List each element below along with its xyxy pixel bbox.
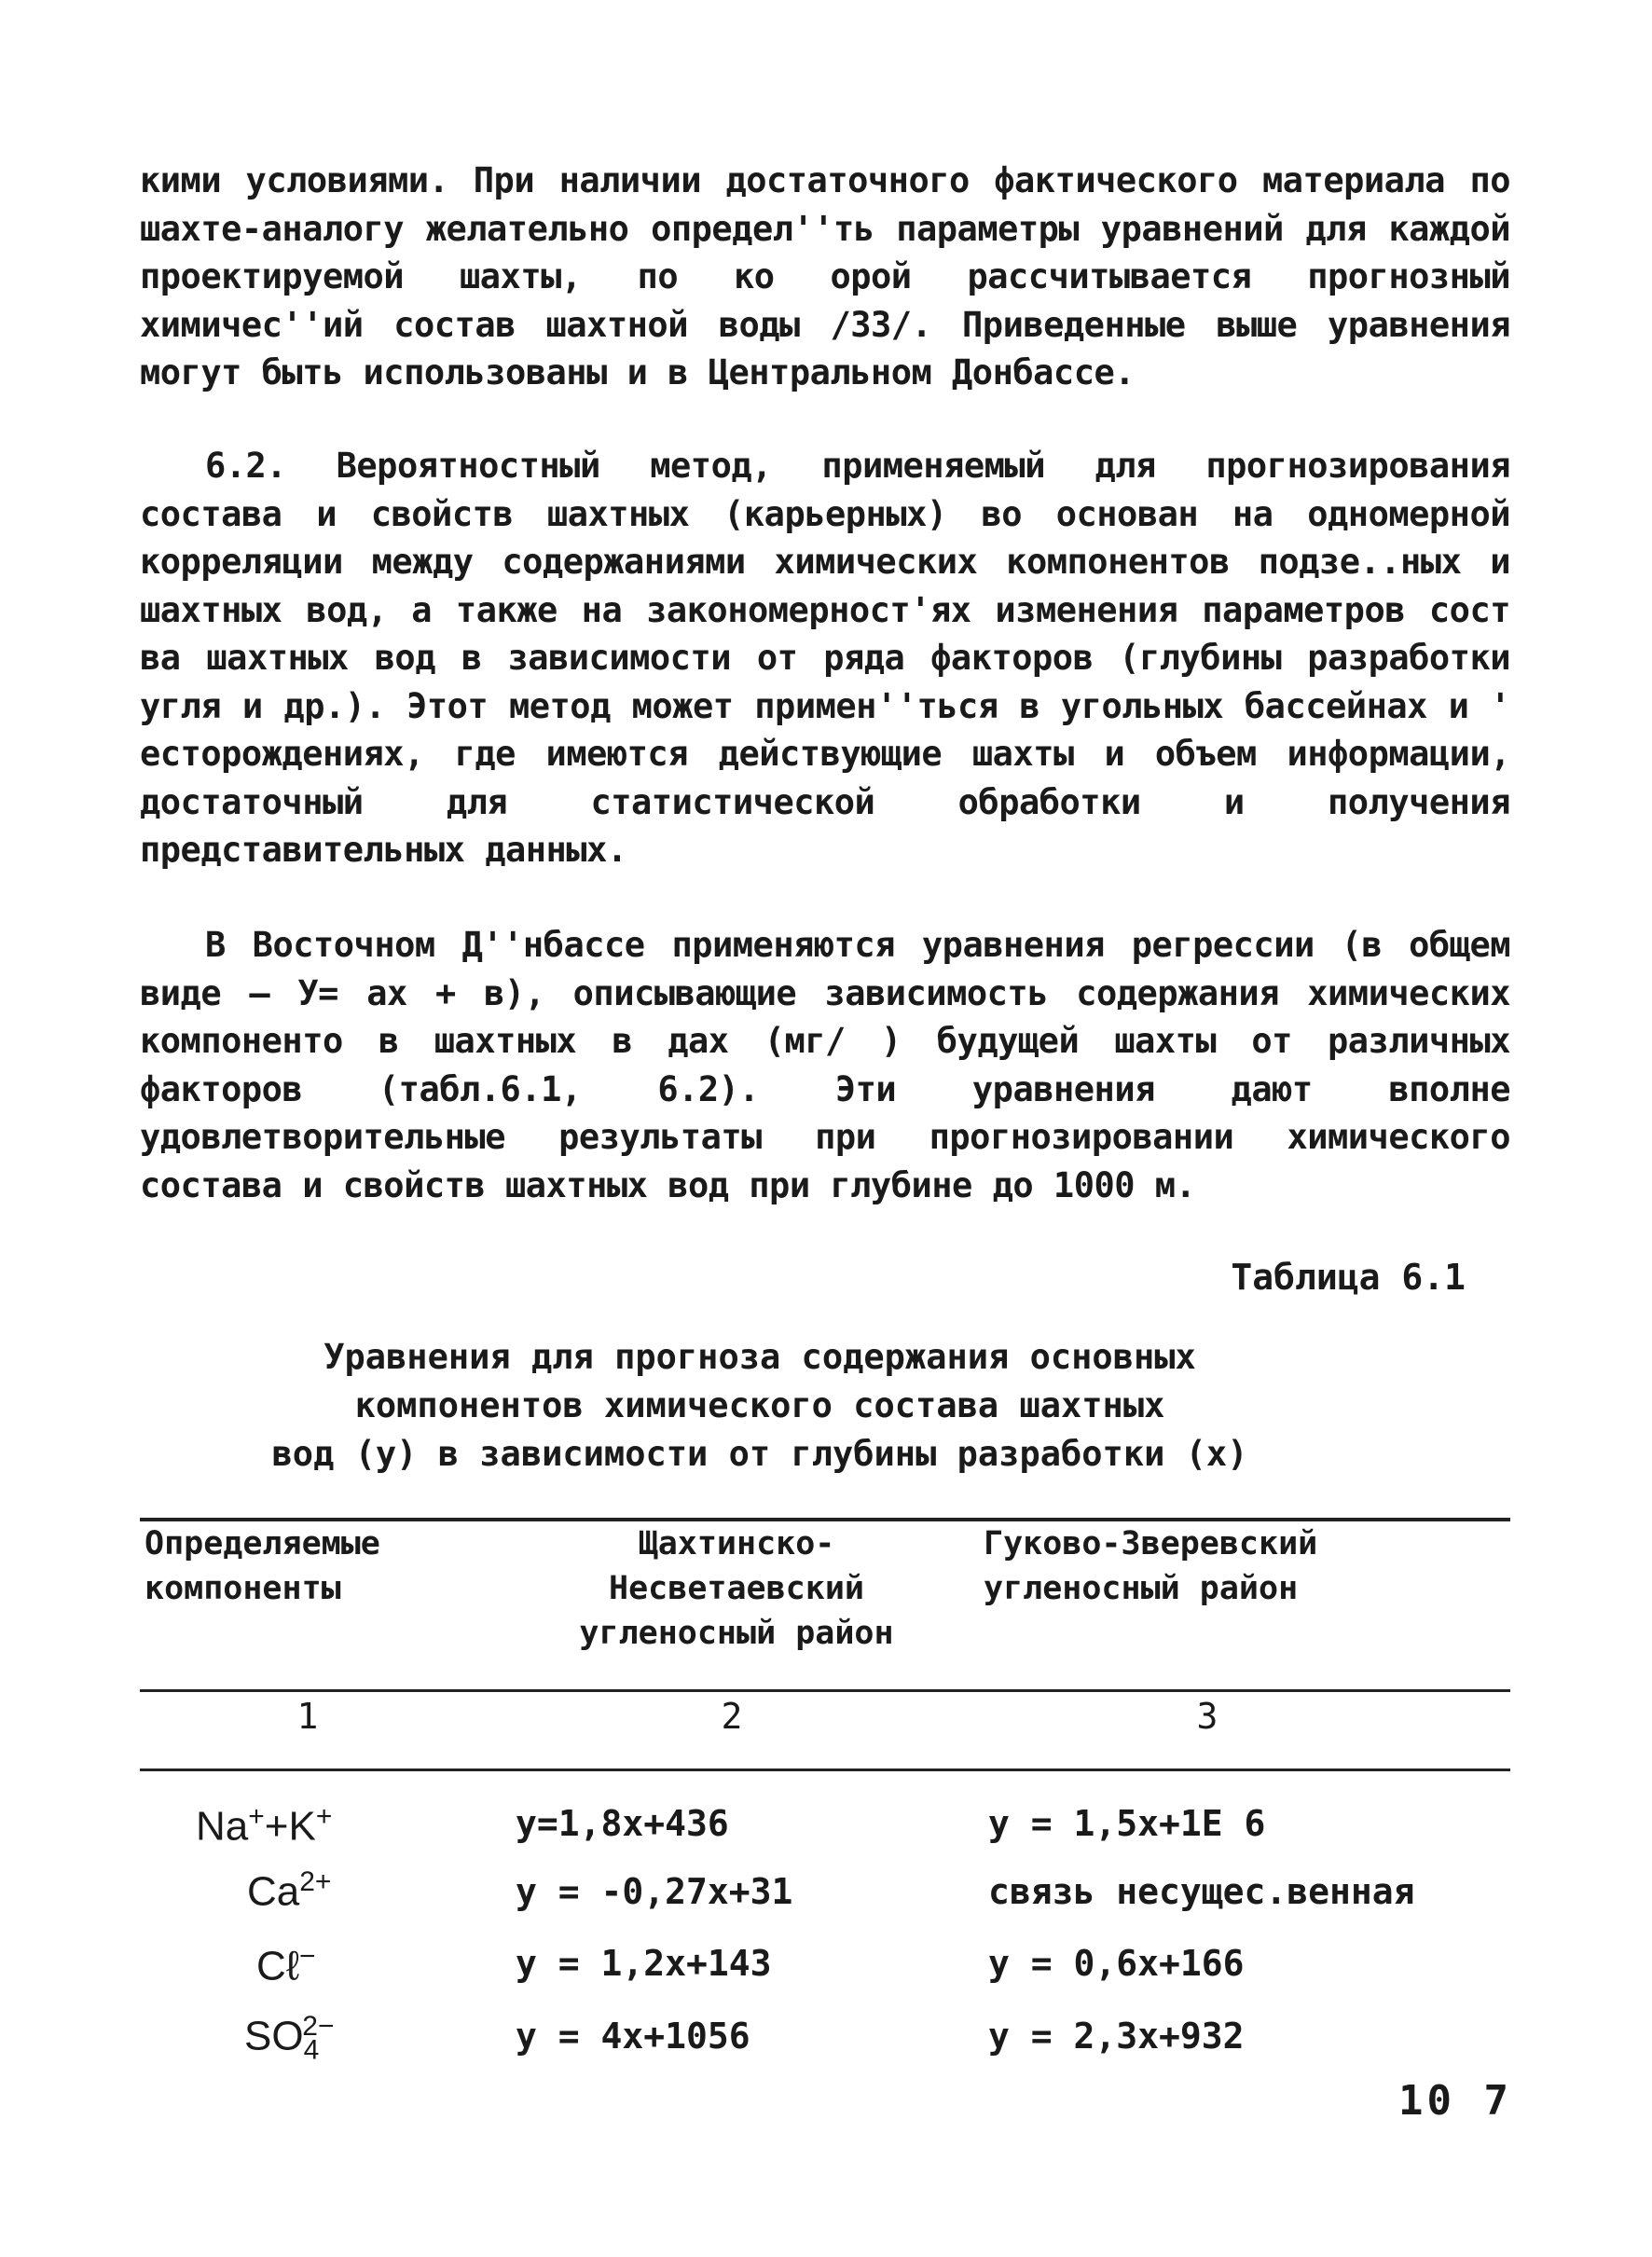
equation-shakhtinsk: у=1,8х+436 [516, 1803, 729, 1844]
component-charge: + [248, 1801, 265, 1832]
equation-shakhtinsk: у = -0,27х+31 [516, 1871, 793, 1912]
component-symbol: Na [196, 1803, 249, 1850]
component-na-k [196, 1795, 332, 1850]
equation-gukovo: у = 2,3х+932 [988, 2016, 1245, 2057]
column-number: 1 [296, 1696, 319, 1737]
numbers-bottom-rule [140, 1768, 1510, 1771]
component-charge: + [315, 1801, 333, 1832]
column-number: 2 [721, 1696, 743, 1737]
header-components: Определяемые компоненты [145, 1525, 380, 1607]
table-title-line: вод (у) в зависимости от глубины разработки (х) [271, 1434, 1248, 1474]
component-symbol: SO [244, 2013, 304, 2059]
component-ca [247, 1860, 331, 1915]
page-number: 10 7 [1398, 2077, 1512, 2125]
component-charge: − [299, 1941, 316, 1972]
header-shakhtinsk: Щахтинско- Несветаевский угленосный район [579, 1525, 894, 1652]
paragraph-regression: В Восточном Д''нбассе применяются уравнения регрессии (в общем виде – У= ах + в), описывающие зависимость содержания химических компоненто в шахтных в дах (мг/ ) будущей шахты от различных факторов (табл.6.1, 6.2). Эти уравнения дают вполне удовлетворительные результаты при прогнозировании химического состава и свойств шахтных вод при глубине до 1000 м. [140, 925, 1510, 1205]
equation-gukovo: связь несущес.венная [988, 1871, 1415, 1912]
table-title-line: Уравнения для прогноза содержания основных [324, 1337, 1196, 1377]
table-caption: Таблица 6.1 [1231, 1257, 1466, 1298]
equation-shakhtinsk: у = 1,2х+143 [516, 1943, 772, 1984]
equation-gukovo: у = 1,5х+1Е 6 [988, 1803, 1266, 1844]
component-cl [256, 1934, 316, 1989]
header-gukovo: Гуково-Зверевский угленосный район [984, 1525, 1318, 1607]
paragraph-section-6-2: 6.2. Вероятностный метод, применяемый для прогнозирования состава и свойств шахтных (карьерных) во основан на одномерной корреляции между содержаниями химических компонентов подзе..ных и шахтных вод, а также на закономерност'ях изменения параметров сост ва шахтных вод в зависимости от ряда факторов (глубины разработки угля и др.). Этот метод может примен''ться в угольных бассейнах и ' есторождениях, где имеются действующие шахты и объем информации, достаточный для статистической обработки и получения представительных данных. [140, 446, 1510, 870]
component-symbol: Cℓ [256, 1943, 299, 1989]
component-symbol: +K [264, 1803, 316, 1850]
table-title [140, 1333, 1380, 1479]
component-so4 [244, 2004, 334, 2072]
component-charge: 2− [302, 2011, 335, 2042]
table-title-line: компонентов химического состава шахтных [354, 1385, 1165, 1425]
component-charge: 2+ [299, 1866, 332, 1897]
component-symbol: Ca [247, 1868, 300, 1915]
header-bottom-rule [140, 1689, 1510, 1692]
column-number: 3 [1196, 1696, 1218, 1737]
equation-gukovo: у = 0,6х+166 [988, 1943, 1245, 1984]
equation-shakhtinsk: у = 4х+1056 [516, 2016, 750, 2057]
paragraph-continuation: кими условиями. При наличии достаточного фактического материала по шахте-аналогу желательно определ''ть параметры уравнений для каждой проектируемой шахты, по ко орой рассчитывается прогнозный химичес''ий состав шахтной воды /33/. Приведенные выше уравнения могут быть использованы и в Центральном Донбассе. [140, 160, 1510, 392]
component-index: 4 [303, 2034, 320, 2066]
